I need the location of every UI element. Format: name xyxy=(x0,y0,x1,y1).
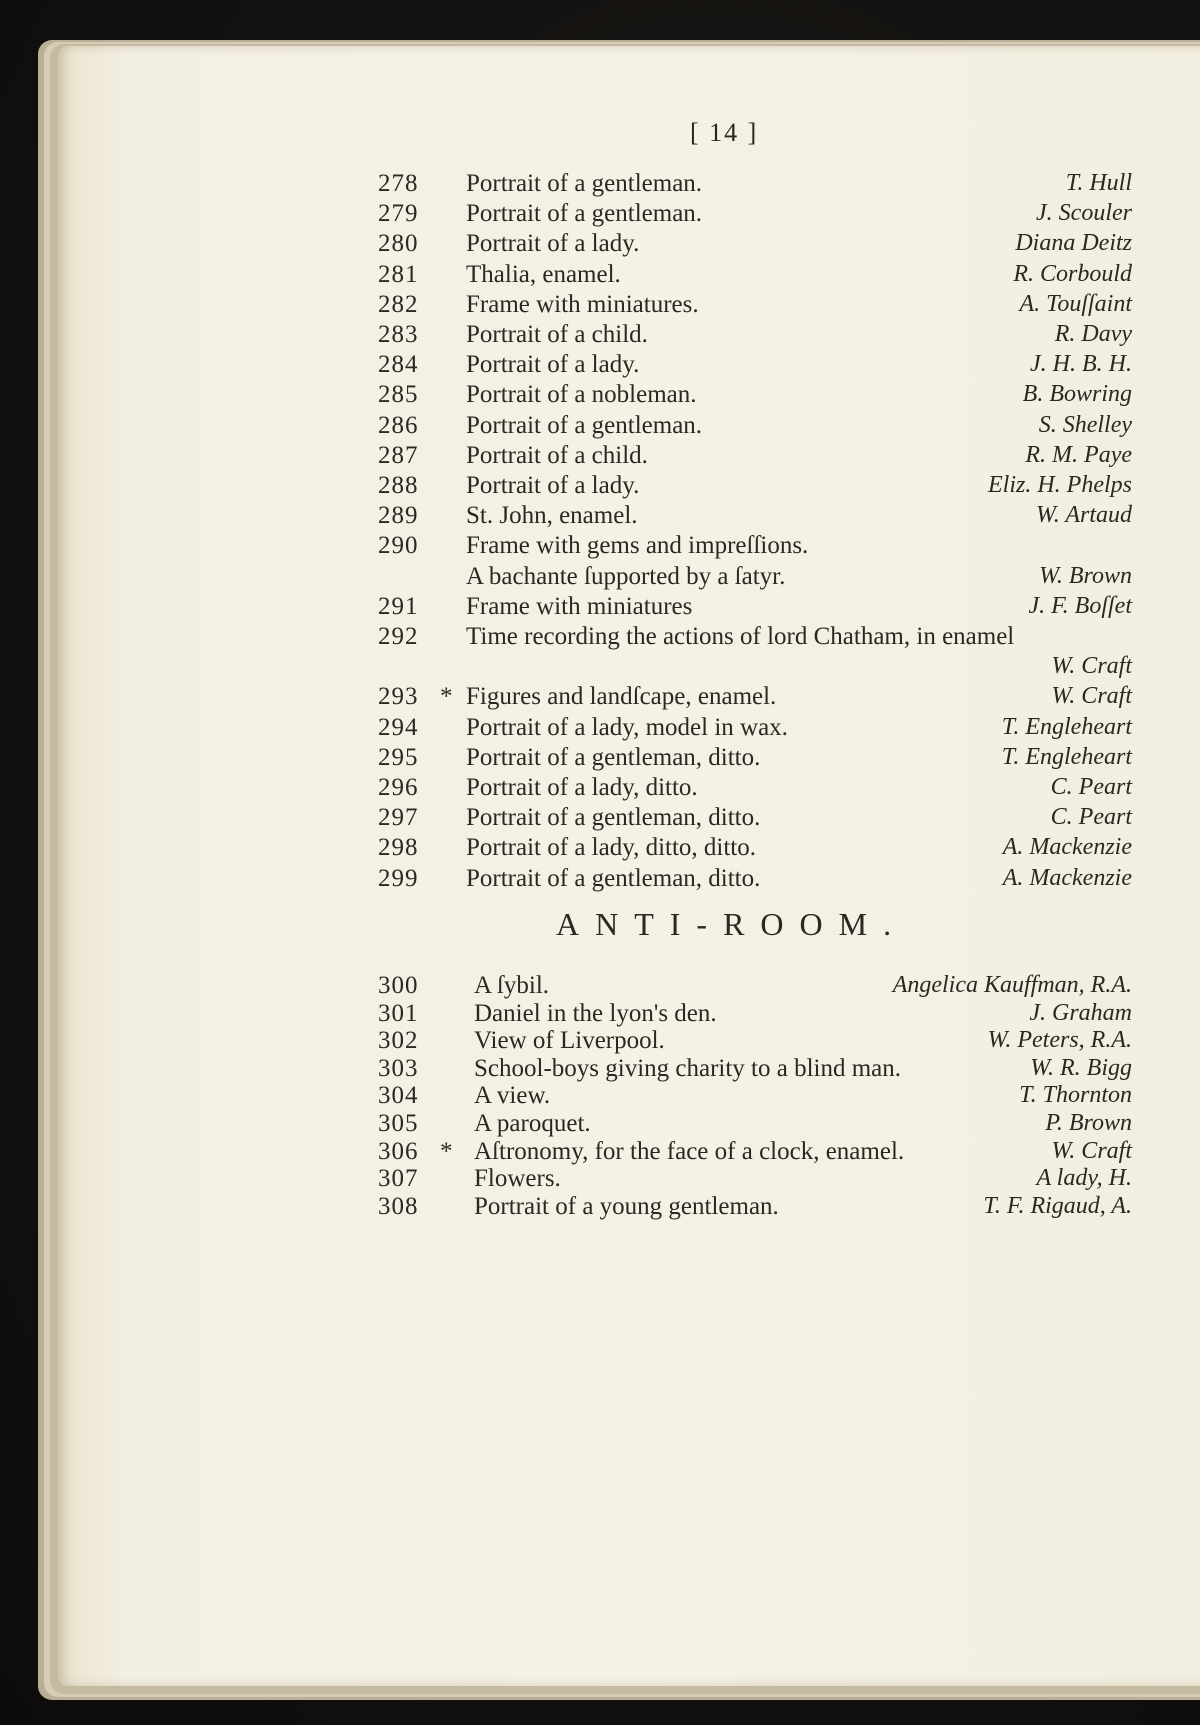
entry-title: A ſybil. xyxy=(474,972,550,999)
entry-artist: Angelica Kauffman, R.A. xyxy=(892,972,1132,998)
entry-artist: S. Shelley xyxy=(1038,411,1132,438)
entry-title: Portrait of a gentleman, ditto. xyxy=(466,864,761,892)
catalogue-entry xyxy=(0,1000,1200,1030)
catalogue-entry xyxy=(0,593,1200,623)
entry-title: Portrait of a lady, model in wax. xyxy=(466,713,788,741)
catalogue-entry xyxy=(0,351,1200,381)
entry-number: 285 xyxy=(378,381,419,409)
entry-title: Portrait of a gentleman. xyxy=(466,411,703,439)
entry-title: Portrait of a lady. xyxy=(466,230,640,258)
entry-number: 291 xyxy=(378,592,419,620)
catalogue-entry xyxy=(0,502,1200,532)
entry-title: Time recording the actions of lord Chatham, in enamel xyxy=(466,623,1015,650)
entry-title: Portrait of a lady, ditto, ditto. xyxy=(466,834,757,862)
entry-artist: J. Scouler xyxy=(1036,200,1132,227)
entry-title: Figures and landſcape, enamel. xyxy=(466,683,777,711)
entry-title: Portrait of a gentleman. xyxy=(466,170,703,197)
catalogue-entry xyxy=(0,804,1200,834)
catalogue-entry xyxy=(0,1110,1200,1140)
catalogue-entry xyxy=(0,1055,1200,1085)
entry-artist: T. Thornton xyxy=(1019,1082,1132,1109)
entry-artist: T. Hull xyxy=(1065,170,1132,196)
catalogue-entry xyxy=(0,653,1200,683)
entry-number: 287 xyxy=(378,441,419,469)
catalogue-entry xyxy=(0,321,1200,351)
entry-title: A paroquet. xyxy=(474,1110,591,1137)
entry-number: 292 xyxy=(378,623,419,650)
entry-title: Daniel in the lyon's den. xyxy=(474,999,717,1027)
entry-title: Portrait of a gentleman, ditto. xyxy=(466,804,761,832)
entry-artist: J. F. Boſſet xyxy=(1028,592,1132,619)
entry-title: Portrait of a gentleman. xyxy=(466,200,703,228)
catalogue-entry xyxy=(0,774,1200,804)
entry-artist: C. Peart xyxy=(1050,804,1132,831)
entry-number: 293 xyxy=(378,683,419,711)
entry-number: 295 xyxy=(378,743,419,771)
entry-number: 294 xyxy=(378,713,419,741)
entry-title: St. John, enamel. xyxy=(466,502,638,530)
catalogue-entry xyxy=(0,1027,1200,1057)
entry-artist: W. Brown xyxy=(1039,562,1132,589)
entry-artist: Diana Deitz xyxy=(1015,230,1132,257)
catalogue-entry xyxy=(0,1165,1200,1195)
entry-number: 296 xyxy=(378,774,419,801)
entry-artist: R. Davy xyxy=(1054,321,1132,347)
entry-title: Frame with gems and impreſſions. xyxy=(466,532,809,560)
entry-artist: W. R. Bigg xyxy=(1030,1054,1132,1081)
entry-number: 286 xyxy=(378,411,419,439)
entry-artist: A. Mackenzie xyxy=(1002,834,1132,861)
entry-artist: C. Peart xyxy=(1050,774,1132,800)
entry-title: A bachante ſupported by a ſatyr. xyxy=(466,562,786,590)
entry-title: Flowers. xyxy=(474,1165,561,1193)
entry-artist: Eliz. H. Phelps xyxy=(988,472,1132,498)
entry-title: Frame with miniatures xyxy=(466,592,693,620)
entry-title: Portrait of a child. xyxy=(466,441,648,469)
entry-number: 300 xyxy=(378,972,419,999)
entry-title: Portrait of a lady. xyxy=(466,351,640,379)
catalogue-entry xyxy=(0,714,1200,744)
entry-number: 281 xyxy=(378,260,419,288)
entry-title: Portrait of a lady. xyxy=(466,472,640,499)
catalogue-entry xyxy=(0,865,1200,895)
entry-number: 308 xyxy=(378,1192,419,1220)
catalogue-entry xyxy=(0,261,1200,291)
entry-artist: P. Brown xyxy=(1045,1110,1132,1136)
entry-number: 304 xyxy=(378,1082,419,1110)
entry-number: 306 xyxy=(378,1137,419,1165)
entry-artist: W. Artaud xyxy=(1035,502,1132,529)
catalogue-entry xyxy=(0,623,1200,653)
catalogue-entry xyxy=(0,1082,1200,1112)
catalogue-entry xyxy=(0,1193,1200,1223)
catalogue-entry xyxy=(0,972,1200,1002)
entry-title: Frame with miniatures. xyxy=(466,290,699,318)
entry-number: 282 xyxy=(378,290,419,318)
catalogue-entry xyxy=(0,1138,1200,1168)
catalogue-entry xyxy=(0,412,1200,442)
entry-title: Aſtronomy, for the face of a clock, enamel. xyxy=(474,1137,905,1165)
catalogue-entry xyxy=(0,381,1200,411)
entry-number: 303 xyxy=(378,1054,419,1082)
entry-number: 278 xyxy=(378,170,419,197)
entry-number: 305 xyxy=(378,1110,419,1137)
catalogue-entry xyxy=(0,834,1200,864)
entry-asterisk: * xyxy=(440,1137,453,1165)
entry-artist: W. Craft xyxy=(1051,683,1132,710)
catalogue-entry xyxy=(0,230,1200,260)
entry-number: 298 xyxy=(378,834,419,862)
entry-artist: R. M. Paye xyxy=(1025,441,1132,468)
section-heading: ANTI-ROOM. xyxy=(556,906,908,942)
entry-artist: T. Engleheart xyxy=(1001,713,1132,740)
entry-number: 307 xyxy=(378,1165,419,1193)
entry-title: Thalia, enamel. xyxy=(466,260,621,288)
entry-artist: W. Craft xyxy=(1051,653,1132,680)
entry-number: 280 xyxy=(378,230,419,258)
catalogue-entry xyxy=(0,291,1200,321)
entry-number: 279 xyxy=(378,200,419,228)
page-number: [ 14 ] xyxy=(690,118,759,147)
catalogue-entry xyxy=(0,683,1200,713)
entry-title: A view. xyxy=(474,1082,551,1110)
entry-artist: T. F. Rigaud, A. xyxy=(983,1192,1132,1219)
entry-artist: T. Engleheart xyxy=(1001,743,1132,770)
entry-artist: J. H. B. H. xyxy=(1030,351,1132,378)
entry-title: Portrait of a gentleman, ditto. xyxy=(466,743,761,771)
entry-artist: A. Touſſaint xyxy=(1019,290,1132,317)
catalogue-entry xyxy=(0,532,1200,562)
entry-title: Portrait of a lady, ditto. xyxy=(466,774,698,801)
entry-asterisk: * xyxy=(440,683,453,711)
catalogue-entry xyxy=(0,563,1200,593)
entry-artist: R. Corbould xyxy=(1013,260,1132,287)
entry-title: View of Liverpool. xyxy=(474,1027,665,1055)
catalogue-entry xyxy=(0,744,1200,774)
entry-artist: J. Graham xyxy=(1029,999,1132,1026)
catalogue-entry xyxy=(0,472,1200,502)
catalogue-entry xyxy=(0,200,1200,230)
entry-title: Portrait of a child. xyxy=(466,321,648,348)
catalogue-entry xyxy=(0,170,1200,200)
entry-number: 289 xyxy=(378,502,419,530)
entry-artist: W. Craft xyxy=(1051,1137,1132,1164)
entry-number: 297 xyxy=(378,804,419,832)
entry-artist: A. Mackenzie xyxy=(1002,864,1132,891)
entry-title: Portrait of a nobleman. xyxy=(466,381,697,409)
entry-artist: A lady, H. xyxy=(1036,1165,1132,1192)
entry-title: Portrait of a young gentleman. xyxy=(474,1192,779,1220)
entry-number: 283 xyxy=(378,321,419,348)
entry-number: 290 xyxy=(378,532,419,560)
entry-number: 301 xyxy=(378,999,419,1027)
catalogue-entry xyxy=(0,442,1200,472)
entry-number: 288 xyxy=(378,472,419,499)
entry-number: 299 xyxy=(378,864,419,892)
entry-title: School-boys giving charity to a blind man. xyxy=(474,1054,902,1082)
entry-artist: B. Bowring xyxy=(1022,381,1132,408)
entry-number: 302 xyxy=(378,1027,419,1055)
entry-number: 284 xyxy=(378,351,419,379)
entry-artist: W. Peters, R.A. xyxy=(987,1027,1132,1054)
